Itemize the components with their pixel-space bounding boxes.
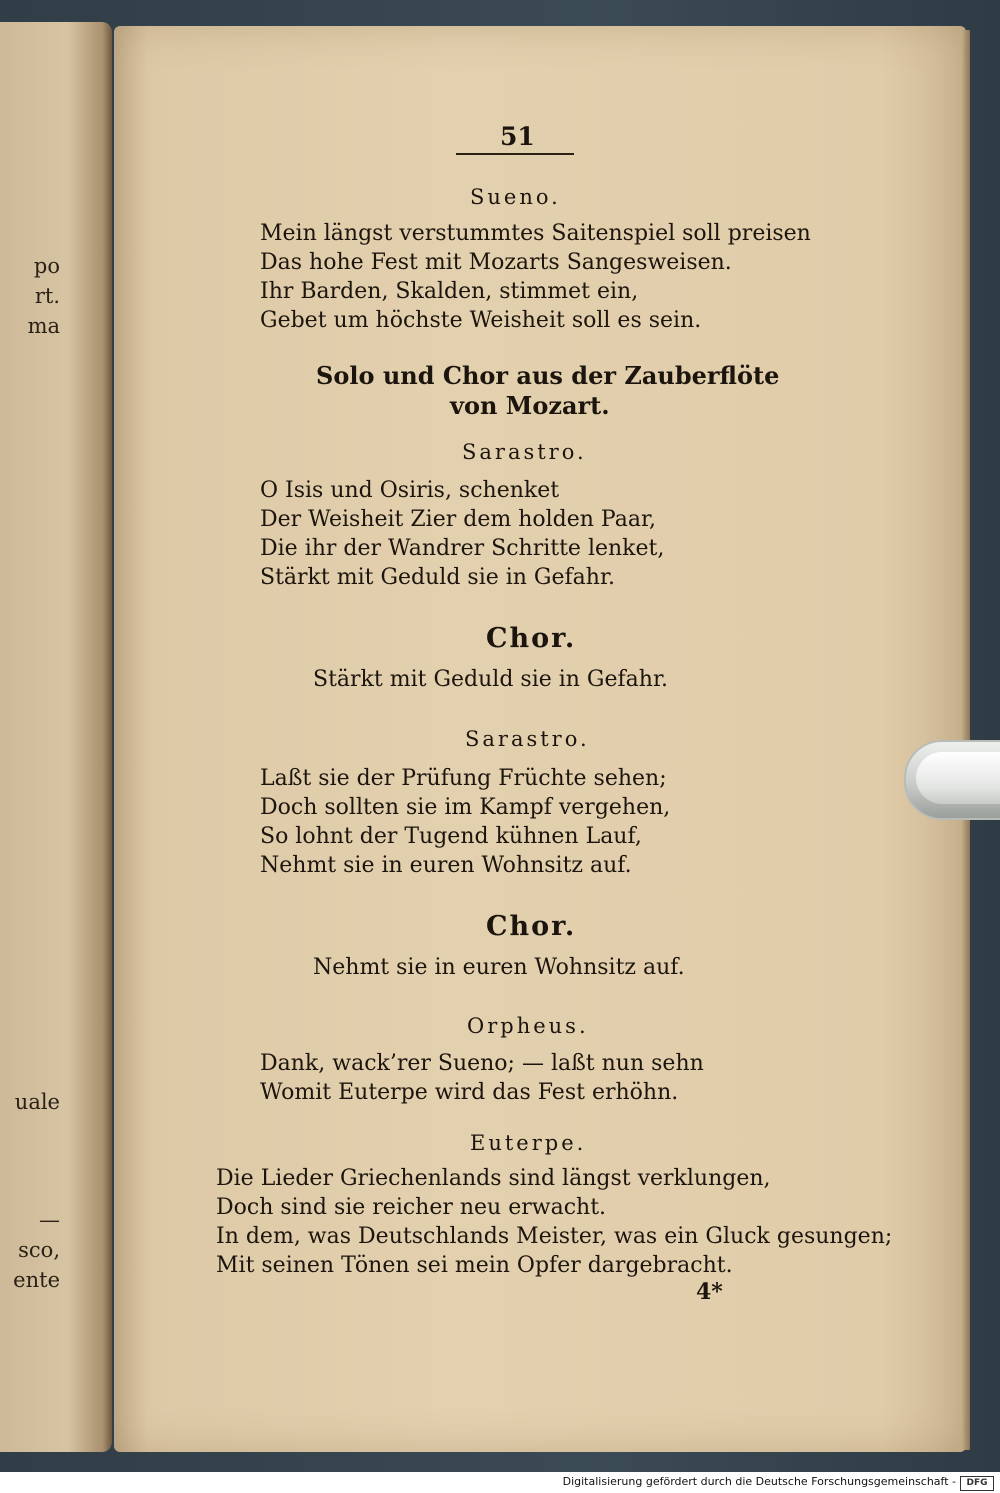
chor-label: Chor. (486, 911, 577, 942)
speaker-euterpe: Euterpe. (470, 1131, 587, 1155)
verse-line: Der Weisheit Zier dem holden Paar, (260, 507, 657, 532)
verse-line: So lohnt der Tugend kühnen Lauf, (260, 824, 642, 849)
verse-line: In dem, was Deutschlands Meister, was ein Gluck gesungen; (216, 1224, 893, 1249)
footer-credit-text: Digitalisierung gefördert durch die Deutsche Forschungsgemeinschaft - (562, 1475, 956, 1488)
speaker-orpheus: Orpheus. (467, 1014, 589, 1038)
verse-line: Gebet um höchste Weisheit soll es sein. (260, 308, 702, 333)
section-heading-line2: von Mozart. (450, 391, 610, 420)
digitization-footer (0, 1472, 1000, 1493)
verse-line: Ihr Barden, Skalden, stimmet ein, (260, 279, 639, 304)
verse-line: Die ihr der Wandrer Schritte lenket, (260, 536, 665, 561)
left-page-fragment: sco, (18, 1238, 60, 1262)
left-page-fragment: rt. (34, 284, 60, 308)
speaker-sueno: Sueno. (470, 185, 561, 209)
verse-line: Das hohe Fest mit Mozarts Sangesweisen. (260, 250, 732, 275)
left-page-fragment: po (33, 254, 60, 278)
verse-line: Laßt sie der Prüfung Früchte sehen; (260, 766, 667, 791)
left-facing-page (0, 22, 112, 1452)
verse-line: Doch sollten sie im Kampf vergehen, (260, 795, 671, 820)
verse-line: Stärkt mit Geduld sie in Gefahr. (313, 667, 669, 692)
left-page-fragment: ma (27, 314, 60, 338)
verse-line: Mein längst verstummtes Saitenspiel soll preisen (260, 221, 811, 246)
chor-label: Chor. (486, 623, 577, 654)
verse-line: Doch sind sie reicher neu erwacht. (216, 1195, 607, 1220)
verse-line: Nehmt sie in euren Wohnsitz auf. (313, 955, 685, 980)
verse-line: Womit Euterpe wird das Fest erhöhn. (260, 1080, 679, 1105)
left-page-fragment: — (39, 1208, 60, 1232)
verse-line: Dank, wack’rer Sueno; — laßt nun sehn (260, 1051, 704, 1076)
page-number: 51 (500, 122, 535, 151)
left-page-fragment: ente (13, 1268, 60, 1292)
page-clip-tab (904, 740, 1000, 820)
signature-mark: 4* (696, 1279, 723, 1305)
verse-line: Die Lieder Griechenlands sind längst verklungen, (216, 1166, 771, 1191)
verse-line: O Isis und Osiris, schenket (260, 478, 560, 503)
page-number-rule (456, 153, 574, 155)
verse-line: Nehmt sie in euren Wohnsitz auf. (260, 853, 632, 878)
left-page-fragment: uale (14, 1090, 60, 1114)
verse-line: Stärkt mit Geduld sie in Gefahr. (260, 565, 616, 590)
speaker-sarastro: Sarastro. (462, 440, 587, 464)
verse-line: Mit seinen Tönen sei mein Opfer dargebracht. (216, 1253, 733, 1278)
section-heading: Solo und Chor aus der Zauberflöte (316, 361, 780, 390)
speaker-sarastro: Sarastro. (465, 727, 590, 751)
dfg-logo: DFG (960, 1476, 994, 1491)
